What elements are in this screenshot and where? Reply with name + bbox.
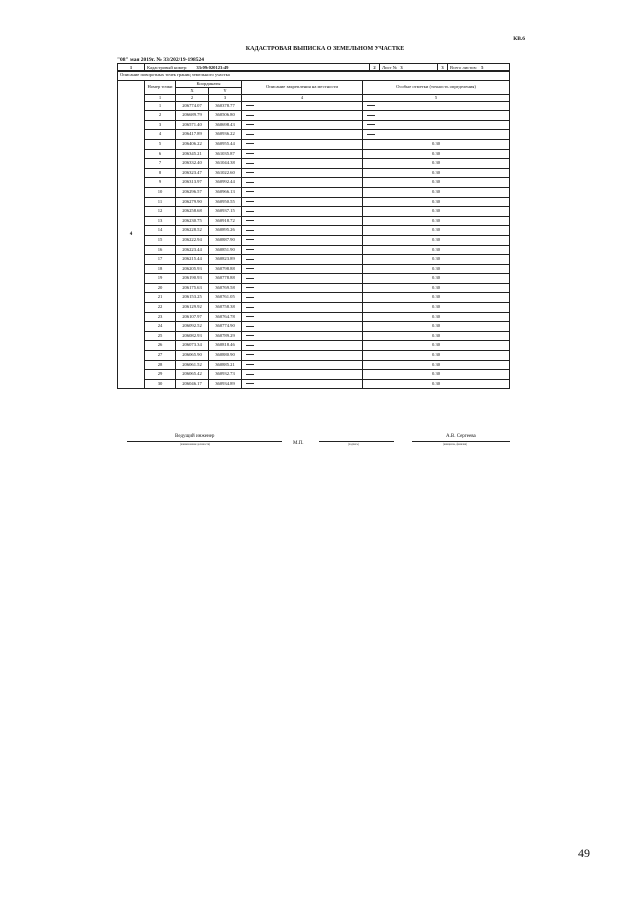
header-col3-num: 3 xyxy=(438,64,448,72)
coord-x: 206061.52 xyxy=(176,360,209,370)
coord-y: 360955.44 xyxy=(209,139,242,149)
note-cell: 0.30 xyxy=(363,207,510,217)
point-number: 11 xyxy=(145,197,176,207)
page-number: 49 xyxy=(578,846,590,860)
dash-mark xyxy=(246,364,254,365)
coord-x: 206175.63 xyxy=(176,283,209,293)
coord-y: 360818.46 xyxy=(209,341,242,351)
note-cell: 0.30 xyxy=(363,149,510,159)
note-cell: 0.30 xyxy=(363,331,510,341)
dash-mark xyxy=(246,354,254,355)
table-row xyxy=(118,235,510,245)
coord-y: 360764.78 xyxy=(209,312,242,322)
coord-x: 206065.42 xyxy=(176,370,209,380)
table-row xyxy=(118,360,510,370)
description-cell xyxy=(242,370,363,380)
description-cell xyxy=(242,360,363,370)
table-row xyxy=(118,245,510,255)
point-number: 15 xyxy=(145,235,176,245)
dash-mark xyxy=(246,143,254,144)
point-number: 8 xyxy=(145,168,176,178)
note-cell: 0.30 xyxy=(363,360,510,370)
description-cell xyxy=(242,264,363,274)
position-line xyxy=(127,441,282,442)
table-row xyxy=(118,197,510,207)
note-cell: 0.30 xyxy=(363,341,510,351)
col-index: 1 xyxy=(145,94,176,101)
coord-y: 360885.21 xyxy=(209,360,242,370)
coord-x: 206313.97 xyxy=(176,178,209,188)
col-index: 2 xyxy=(176,94,209,101)
coord-x: 206065.90 xyxy=(176,351,209,361)
col-x: X xyxy=(176,87,209,94)
coord-y: 360798.88 xyxy=(209,264,242,274)
dash-mark xyxy=(246,134,254,135)
dash-mark xyxy=(246,307,254,308)
table-row xyxy=(118,274,510,284)
signature-line xyxy=(319,441,394,442)
col-description: Описание закрепления на местности xyxy=(242,80,363,94)
coord-y: 360934.89 xyxy=(209,379,242,389)
description-cell xyxy=(242,130,363,140)
dash-mark xyxy=(246,220,254,221)
table-row xyxy=(118,101,510,111)
description-cell xyxy=(242,178,363,188)
col-index: 4 xyxy=(242,94,363,101)
description-cell xyxy=(242,216,363,226)
stamp-place: М.П. xyxy=(293,441,304,446)
coord-x: 206129.92 xyxy=(176,303,209,313)
description-cell xyxy=(242,235,363,245)
coord-x: 206215.44 xyxy=(176,255,209,265)
coord-y: 360823.89 xyxy=(209,255,242,265)
note-cell xyxy=(363,120,510,130)
point-number: 12 xyxy=(145,207,176,217)
note-cell xyxy=(363,101,510,111)
point-number: 28 xyxy=(145,360,176,370)
note-cell: 0.30 xyxy=(363,322,510,332)
coord-y: 360950.55 xyxy=(209,197,242,207)
col-y: Y xyxy=(209,87,242,94)
dash-mark xyxy=(246,182,254,183)
dash-mark xyxy=(246,172,254,173)
dash-mark xyxy=(246,115,254,116)
note-cell: 0.30 xyxy=(363,370,510,380)
note-cell xyxy=(363,111,510,121)
point-number: 3 xyxy=(145,120,176,130)
coord-y: 360789.29 xyxy=(209,331,242,341)
dash-mark xyxy=(367,124,375,125)
coord-y: 360851.90 xyxy=(209,245,242,255)
description-cell xyxy=(242,322,363,332)
description-cell xyxy=(242,312,363,322)
description-cell xyxy=(242,168,363,178)
table-row xyxy=(118,379,510,389)
table-row xyxy=(118,322,510,332)
description-cell xyxy=(242,379,363,389)
coord-x: 206345.21 xyxy=(176,149,209,159)
col-coordinates: Координаты xyxy=(176,80,242,87)
note-cell: 0.30 xyxy=(363,245,510,255)
signer-position: Ведущий инженер xyxy=(175,434,215,439)
form-code: КВ.6 xyxy=(513,36,525,42)
point-number: 2 xyxy=(145,111,176,121)
description-cell xyxy=(242,255,363,265)
coord-y: 360932.73 xyxy=(209,370,242,380)
total-label: Всего листов: xyxy=(450,65,477,70)
table-row xyxy=(118,178,510,188)
coord-x: 206258.68 xyxy=(176,207,209,217)
table-row xyxy=(118,159,510,169)
coord-y: 360378.77 xyxy=(209,101,242,111)
coord-y: 360918.72 xyxy=(209,216,242,226)
table-row xyxy=(118,130,510,140)
position-caption: (наименование должности) xyxy=(180,443,211,446)
section-title: Описание поворотных точек границ земельного участка xyxy=(118,71,510,81)
coord-x: 206571.40 xyxy=(176,120,209,130)
dash-mark xyxy=(246,259,254,260)
coord-x: 206332.40 xyxy=(176,159,209,169)
point-number: 18 xyxy=(145,264,176,274)
coord-x: 206082.93 xyxy=(176,331,209,341)
name-line xyxy=(412,441,510,442)
note-cell: 0.30 xyxy=(363,283,510,293)
coord-x: 206205.93 xyxy=(176,264,209,274)
table-row xyxy=(118,283,510,293)
point-number: 14 xyxy=(145,226,176,236)
row-group-number: 4 xyxy=(118,80,145,389)
point-number: 9 xyxy=(145,178,176,188)
coord-y: 360769.58 xyxy=(209,283,242,293)
note-cell: 0.30 xyxy=(363,351,510,361)
note-cell: 0.30 xyxy=(363,216,510,226)
table-row xyxy=(118,255,510,265)
coord-x: 206153.25 xyxy=(176,293,209,303)
point-number: 4 xyxy=(145,130,176,140)
point-number: 19 xyxy=(145,274,176,284)
points-table xyxy=(117,70,510,389)
dash-mark xyxy=(246,383,254,384)
dash-mark xyxy=(246,287,254,288)
point-number: 7 xyxy=(145,159,176,169)
note-cell xyxy=(363,130,510,140)
description-cell xyxy=(242,331,363,341)
table-row xyxy=(118,341,510,351)
coord-y: 360778.88 xyxy=(209,274,242,284)
coord-x: 206417.89 xyxy=(176,130,209,140)
coord-y: 360758.38 xyxy=(209,303,242,313)
note-cell: 0.30 xyxy=(363,235,510,245)
note-cell: 0.30 xyxy=(363,379,510,389)
table-row xyxy=(118,351,510,361)
description-cell xyxy=(242,303,363,313)
coord-x: 206296.57 xyxy=(176,187,209,197)
table-row xyxy=(118,187,510,197)
dash-mark xyxy=(246,297,254,298)
note-cell: 0.30 xyxy=(363,293,510,303)
description-cell xyxy=(242,245,363,255)
description-cell xyxy=(242,159,363,169)
coord-x: 206689.79 xyxy=(176,111,209,121)
signer-name: А.В. Сергеева xyxy=(446,434,476,439)
name-caption: (инициалы, фамилия) xyxy=(443,443,467,446)
coord-y: 360774.90 xyxy=(209,322,242,332)
dash-mark xyxy=(246,268,254,269)
table-row xyxy=(118,264,510,274)
point-number: 30 xyxy=(145,379,176,389)
description-cell xyxy=(242,341,363,351)
coord-y: 360880.90 xyxy=(209,351,242,361)
dash-mark xyxy=(367,134,375,135)
table-row xyxy=(118,331,510,341)
point-number: 23 xyxy=(145,312,176,322)
col-notes: Особые отметки (точность определения) xyxy=(363,80,510,94)
coord-x: 206073.34 xyxy=(176,341,209,351)
coord-y: 361035.87 xyxy=(209,149,242,159)
total-value: 5 xyxy=(481,65,484,70)
note-cell: 0.30 xyxy=(363,226,510,236)
table-row xyxy=(118,370,510,380)
coord-x: 206092.52 xyxy=(176,322,209,332)
dash-mark xyxy=(246,316,254,317)
col-index: 5 xyxy=(363,94,510,101)
point-number: 27 xyxy=(145,351,176,361)
point-number: 21 xyxy=(145,293,176,303)
dash-mark xyxy=(246,374,254,375)
description-cell xyxy=(242,274,363,284)
dash-mark xyxy=(246,345,254,346)
dash-mark xyxy=(246,326,254,327)
table-row xyxy=(118,111,510,121)
coord-y: 360992.44 xyxy=(209,178,242,188)
coord-x: 206774.07 xyxy=(176,101,209,111)
description-cell xyxy=(242,111,363,121)
dash-mark xyxy=(246,124,254,125)
note-cell: 0.30 xyxy=(363,159,510,169)
coord-y: 361044.38 xyxy=(209,159,242,169)
dash-mark xyxy=(246,278,254,279)
description-cell xyxy=(242,187,363,197)
coord-x: 206230.75 xyxy=(176,216,209,226)
point-number: 22 xyxy=(145,303,176,313)
dash-mark xyxy=(246,191,254,192)
dash-mark xyxy=(367,115,375,116)
note-cell: 0.30 xyxy=(363,303,510,313)
coord-x: 206323.47 xyxy=(176,168,209,178)
description-cell xyxy=(242,351,363,361)
description-cell xyxy=(242,120,363,130)
date-number-line: "08" мая 2019г. № 33/202/19-198524 xyxy=(117,57,204,63)
note-cell: 0.30 xyxy=(363,312,510,322)
coord-y: 361022.60 xyxy=(209,168,242,178)
point-number: 5 xyxy=(145,139,176,149)
dash-mark xyxy=(246,239,254,240)
table-row xyxy=(118,139,510,149)
header-index-row xyxy=(118,94,510,101)
point-number: 1 xyxy=(145,101,176,111)
dash-mark xyxy=(246,249,254,250)
point-number: 20 xyxy=(145,283,176,293)
table-row xyxy=(118,207,510,217)
sheet-value: 3 xyxy=(400,65,403,70)
point-number: 17 xyxy=(145,255,176,265)
description-cell xyxy=(242,197,363,207)
coord-y: 360698.43 xyxy=(209,120,242,130)
table-row xyxy=(118,312,510,322)
note-cell: 0.30 xyxy=(363,168,510,178)
table-row xyxy=(118,216,510,226)
coord-x: 206228.52 xyxy=(176,226,209,236)
header-col2-num: 2 xyxy=(370,64,380,72)
dash-mark xyxy=(246,163,254,164)
point-number: 10 xyxy=(145,187,176,197)
table-row xyxy=(118,226,510,236)
sheet-label: Лист № xyxy=(382,65,398,70)
note-cell: 0.30 xyxy=(363,187,510,197)
point-number: 13 xyxy=(145,216,176,226)
table-row xyxy=(118,303,510,313)
coord-y: 360936.22 xyxy=(209,130,242,140)
table-row xyxy=(118,168,510,178)
note-cell: 0.30 xyxy=(363,139,510,149)
description-cell xyxy=(242,207,363,217)
dash-mark xyxy=(246,211,254,212)
coord-y: 360887.90 xyxy=(209,235,242,245)
table-row xyxy=(118,149,510,159)
coord-y: 360761.05 xyxy=(209,293,242,303)
coord-y: 360895.26 xyxy=(209,226,242,236)
section-title-row xyxy=(118,71,510,81)
coord-x: 206279.90 xyxy=(176,197,209,207)
col-index: 3 xyxy=(209,94,242,101)
document-title: КАДАСТРОВАЯ ВЫПИСКА О ЗЕМЕЛЬНОМ УЧАСТКЕ xyxy=(245,46,405,52)
dash-mark xyxy=(246,335,254,336)
point-number: 29 xyxy=(145,370,176,380)
description-cell xyxy=(242,149,363,159)
table-row xyxy=(118,293,510,303)
cadastral-number-label: Кадастровый номер: xyxy=(147,65,188,70)
coord-y: 360937.15 xyxy=(209,207,242,217)
note-cell: 0.30 xyxy=(363,178,510,188)
description-cell xyxy=(242,101,363,111)
cadastral-number-value: 33:09:020123:49 xyxy=(196,65,229,70)
point-number: 24 xyxy=(145,322,176,332)
coord-x: 206223.44 xyxy=(176,245,209,255)
table-row xyxy=(118,120,510,130)
note-cell: 0.30 xyxy=(363,274,510,284)
description-cell xyxy=(242,293,363,303)
coord-x: 206406.22 xyxy=(176,139,209,149)
dash-mark xyxy=(246,230,254,231)
coord-y: 360966.13 xyxy=(209,187,242,197)
signature-caption: (подпись) xyxy=(348,443,359,446)
note-cell: 0.30 xyxy=(363,264,510,274)
coord-x: 206190.93 xyxy=(176,274,209,284)
note-cell: 0.30 xyxy=(363,197,510,207)
description-cell xyxy=(242,139,363,149)
dash-mark xyxy=(246,153,254,154)
dash-mark xyxy=(367,105,375,106)
header-row-1 xyxy=(118,80,510,87)
point-number: 6 xyxy=(145,149,176,159)
coord-y: 360506.80 xyxy=(209,111,242,121)
coord-x: 206222.94 xyxy=(176,235,209,245)
point-number: 26 xyxy=(145,341,176,351)
point-number: 25 xyxy=(145,331,176,341)
note-cell: 0.30 xyxy=(363,255,510,265)
description-cell xyxy=(242,226,363,236)
dash-mark xyxy=(246,105,254,106)
col-point-number: Номер точки xyxy=(145,80,176,94)
header-col1-num: 1 xyxy=(118,64,145,72)
dash-mark xyxy=(246,201,254,202)
description-cell xyxy=(242,283,363,293)
coord-x: 206046.17 xyxy=(176,379,209,389)
point-number: 16 xyxy=(145,245,176,255)
coord-x: 206107.97 xyxy=(176,312,209,322)
